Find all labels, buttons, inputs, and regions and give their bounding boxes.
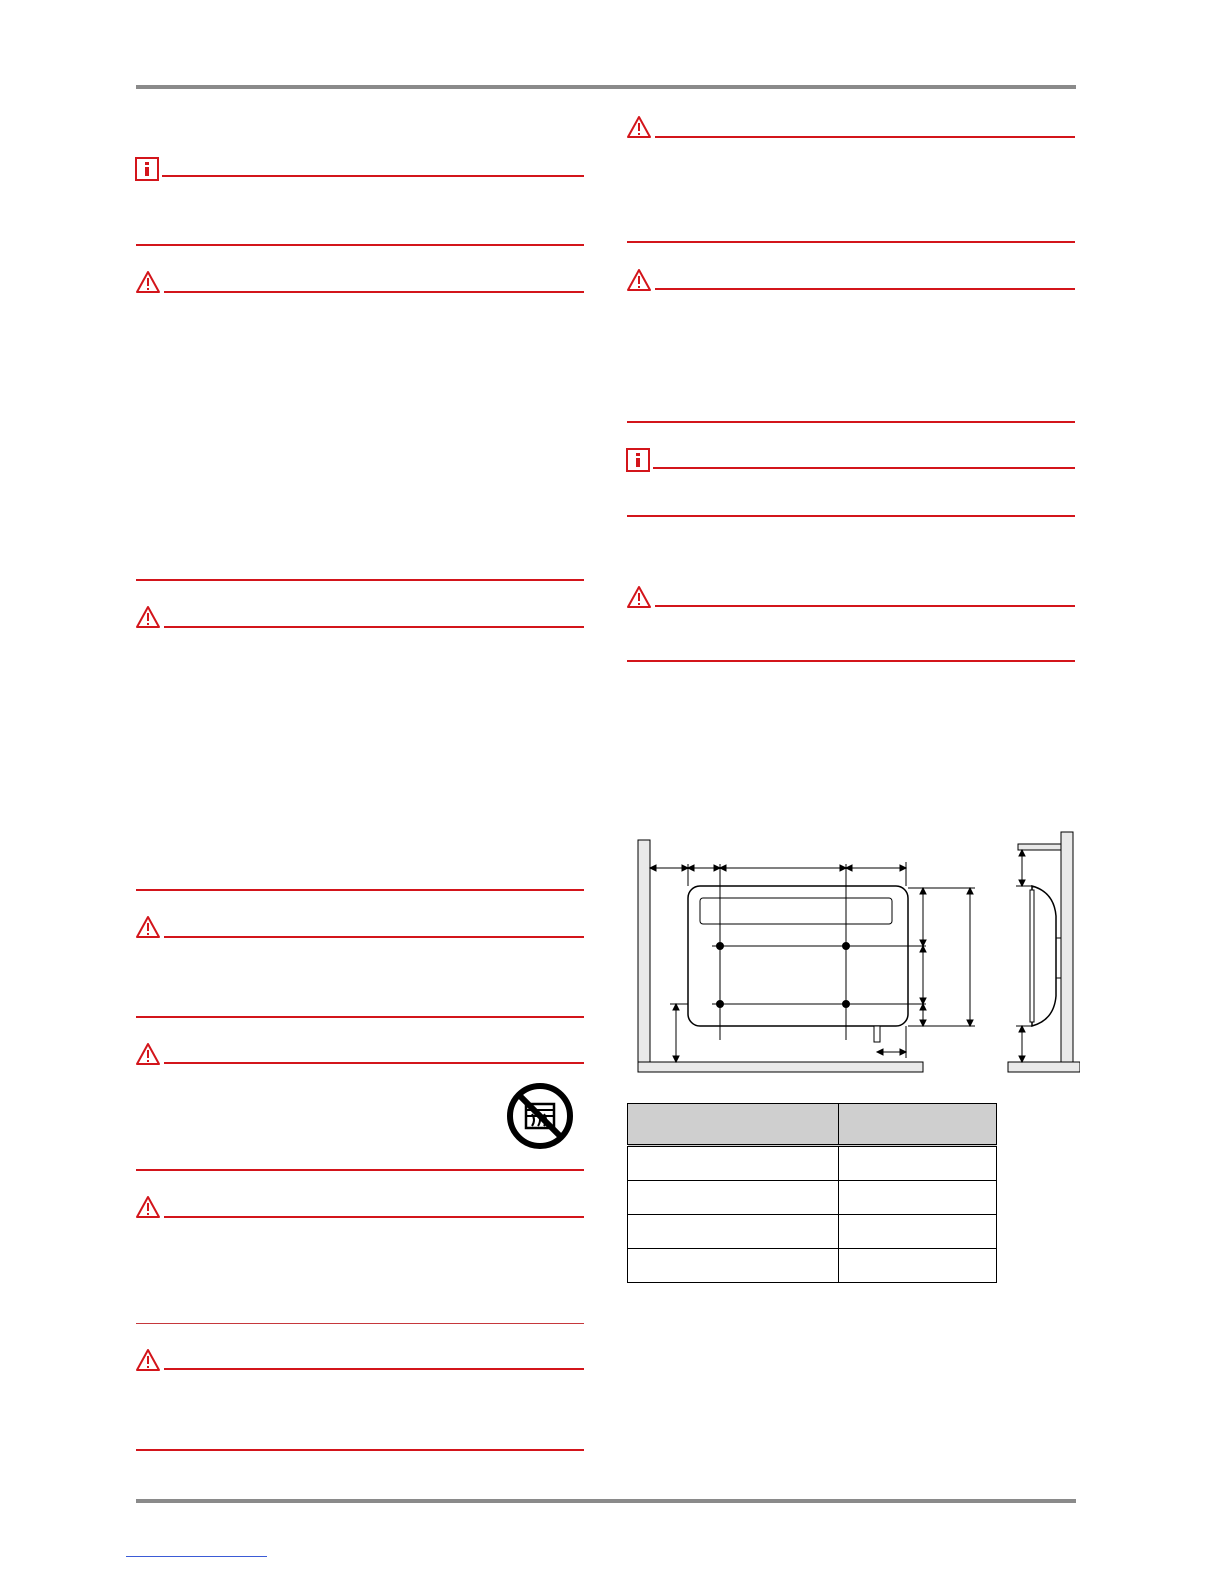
notice-end-line xyxy=(627,515,1075,517)
info-icon xyxy=(626,448,656,476)
table-cell xyxy=(839,1215,997,1249)
footer-link-underline[interactable] xyxy=(126,1556,267,1557)
table-cell xyxy=(628,1249,839,1283)
footer-rule xyxy=(136,1499,1076,1503)
warning-triangle-icon xyxy=(135,605,165,633)
notice-end-line xyxy=(136,1449,584,1451)
notice-end-line xyxy=(627,421,1075,423)
notice-header-line xyxy=(164,1368,584,1370)
notice-header-line xyxy=(164,291,584,293)
notice-header-line xyxy=(655,605,1075,607)
table-cell xyxy=(628,1181,839,1215)
notice-header-line xyxy=(655,288,1075,290)
warning-triangle-icon xyxy=(135,915,165,943)
notice-header-line xyxy=(655,136,1075,138)
notice-end-line xyxy=(136,1016,584,1018)
notice-end-line xyxy=(136,244,584,246)
info-icon xyxy=(135,157,165,185)
notice-end-line xyxy=(627,241,1075,243)
notice-header-line xyxy=(164,626,584,628)
dimension-table xyxy=(627,1103,997,1283)
warning-triangle-icon xyxy=(135,1348,165,1376)
table-header-cell xyxy=(839,1104,997,1146)
warning-triangle-icon xyxy=(135,1195,165,1223)
table-row xyxy=(628,1215,997,1249)
table-row xyxy=(628,1181,997,1215)
warning-triangle-icon xyxy=(135,270,165,298)
table-row xyxy=(628,1146,997,1181)
table-cell xyxy=(628,1146,839,1181)
notice-end-line xyxy=(136,1169,584,1171)
warning-triangle-icon xyxy=(626,115,656,143)
notice-header-line xyxy=(653,467,1075,469)
table-row xyxy=(628,1249,997,1283)
table-header-cell xyxy=(628,1104,839,1146)
notice-header-line xyxy=(164,1216,584,1218)
warning-triangle-icon xyxy=(135,1042,165,1070)
notice-end-line xyxy=(627,660,1075,662)
notice-end-line xyxy=(136,1323,584,1324)
table-cell xyxy=(628,1215,839,1249)
table-cell xyxy=(839,1249,997,1283)
warning-triangle-icon xyxy=(626,585,656,613)
header-rule xyxy=(136,85,1076,89)
no-cover-prohibition-icon xyxy=(506,1082,574,1150)
notice-header-line xyxy=(164,936,584,938)
installation-clearance-diagram xyxy=(620,828,1080,1078)
notice-end-line xyxy=(136,579,584,581)
notice-end-line xyxy=(136,889,584,891)
notice-header-line xyxy=(164,1062,584,1064)
notice-header-line xyxy=(162,175,584,177)
table-cell xyxy=(839,1181,997,1215)
table-cell xyxy=(839,1146,997,1181)
table-header-row xyxy=(628,1104,997,1146)
warning-triangle-icon xyxy=(626,268,656,296)
